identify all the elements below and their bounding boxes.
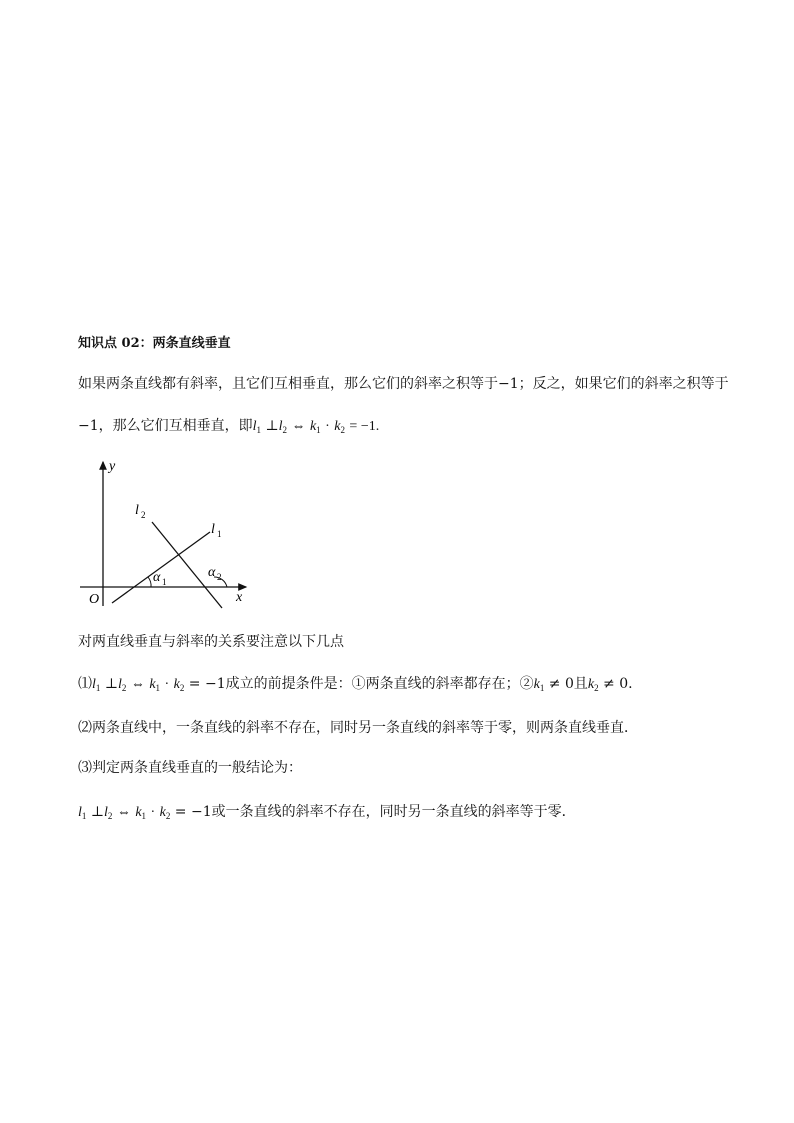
item1-k2: $k_2$ <box>173 677 185 693</box>
alpha1-label: α <box>153 570 161 585</box>
l2-label: l <box>135 503 139 518</box>
item1-neq-b: ≠ 0. <box>598 676 633 692</box>
item1-l2: $l_2$ <box>118 677 127 693</box>
note-conclusion <box>78 802 576 826</box>
y-axis-label: y <box>109 459 116 474</box>
concl-k1: $k_1$ <box>135 805 147 821</box>
figure-svg <box>76 456 256 610</box>
alpha1-arc <box>148 577 151 587</box>
paragraph-line-1: 如果两条直线都有斜率，且它们互相垂直，那么它们的斜率之积等于−1；反之，如果它们的斜率之积等于 <box>78 376 729 392</box>
note-item-1 <box>78 674 633 698</box>
concl-dot: · <box>150 805 156 820</box>
formula-eq: = −1 <box>349 419 376 434</box>
formula-l2: $l_2$ <box>278 419 288 435</box>
concl-perp: ⊥ <box>90 805 105 820</box>
concl-tail: = −1或一条直线的斜率不存在，同时另一条直线的斜率等于零． <box>174 804 576 820</box>
item1-dot: · <box>164 677 170 692</box>
item1-k1: $k_1$ <box>149 677 161 693</box>
formula-l1: $l_1$ <box>252 419 262 435</box>
item1-l1: $l_1$ <box>92 677 101 693</box>
concl-iff: ⇔ <box>116 805 131 820</box>
l2-subscript: 2 <box>141 510 146 520</box>
concl-l1: $l_1$ <box>78 805 87 821</box>
paragraph-line-2-text: −1，那么它们互相垂直，即 <box>78 418 253 434</box>
origin-label: O <box>89 592 100 607</box>
perpendicular-lines-figure <box>76 456 256 610</box>
paragraph-line-2 <box>78 416 379 440</box>
l1-label: l <box>211 522 215 537</box>
item1-iff: ⇔ <box>130 677 145 692</box>
formula-k2: $k_2$ <box>334 419 345 435</box>
iff-symbol: ⇔ <box>291 419 306 434</box>
item1-neq-a: ≠ 0且 <box>544 676 588 692</box>
x-axis-label: x <box>236 590 243 605</box>
item1-k2-cond: $k_2$ <box>587 677 599 693</box>
dot-symbol: · <box>325 419 330 434</box>
concl-k2: $k_2$ <box>159 805 171 821</box>
l1-subscript: 1 <box>217 529 222 539</box>
item1-perp: ⊥ <box>104 677 119 692</box>
item1-mid-text: = −1成立的前提条件是：①两条直线的斜率都存在；② <box>188 676 534 692</box>
concl-l2: $l_2$ <box>104 805 113 821</box>
line-l1 <box>112 532 210 603</box>
item1-prefix: ⑴ <box>78 676 92 692</box>
notes-intro: 对两直线垂直与斜率的关系要注意以下几点 <box>78 634 344 650</box>
note-item-2: ⑵两条直线中，一条直线的斜率不存在，同时另一条直线的斜率等于零，则两条直线垂直． <box>78 720 638 736</box>
alpha1-subscript: 1 <box>162 577 167 587</box>
alpha2-label: α <box>208 565 216 580</box>
section-title: 知识点 02：两条直线垂直 <box>78 336 231 351</box>
perp-symbol: ⊥ <box>265 419 279 434</box>
note-item-3: ⑶判定两条直线垂直的一般结论为： <box>78 760 302 776</box>
item1-k1-cond: $k_1$ <box>533 677 545 693</box>
formula-k1: $k_1$ <box>309 419 321 435</box>
alpha2-subscript: 2 <box>217 572 222 582</box>
formula-period: . <box>375 419 380 434</box>
